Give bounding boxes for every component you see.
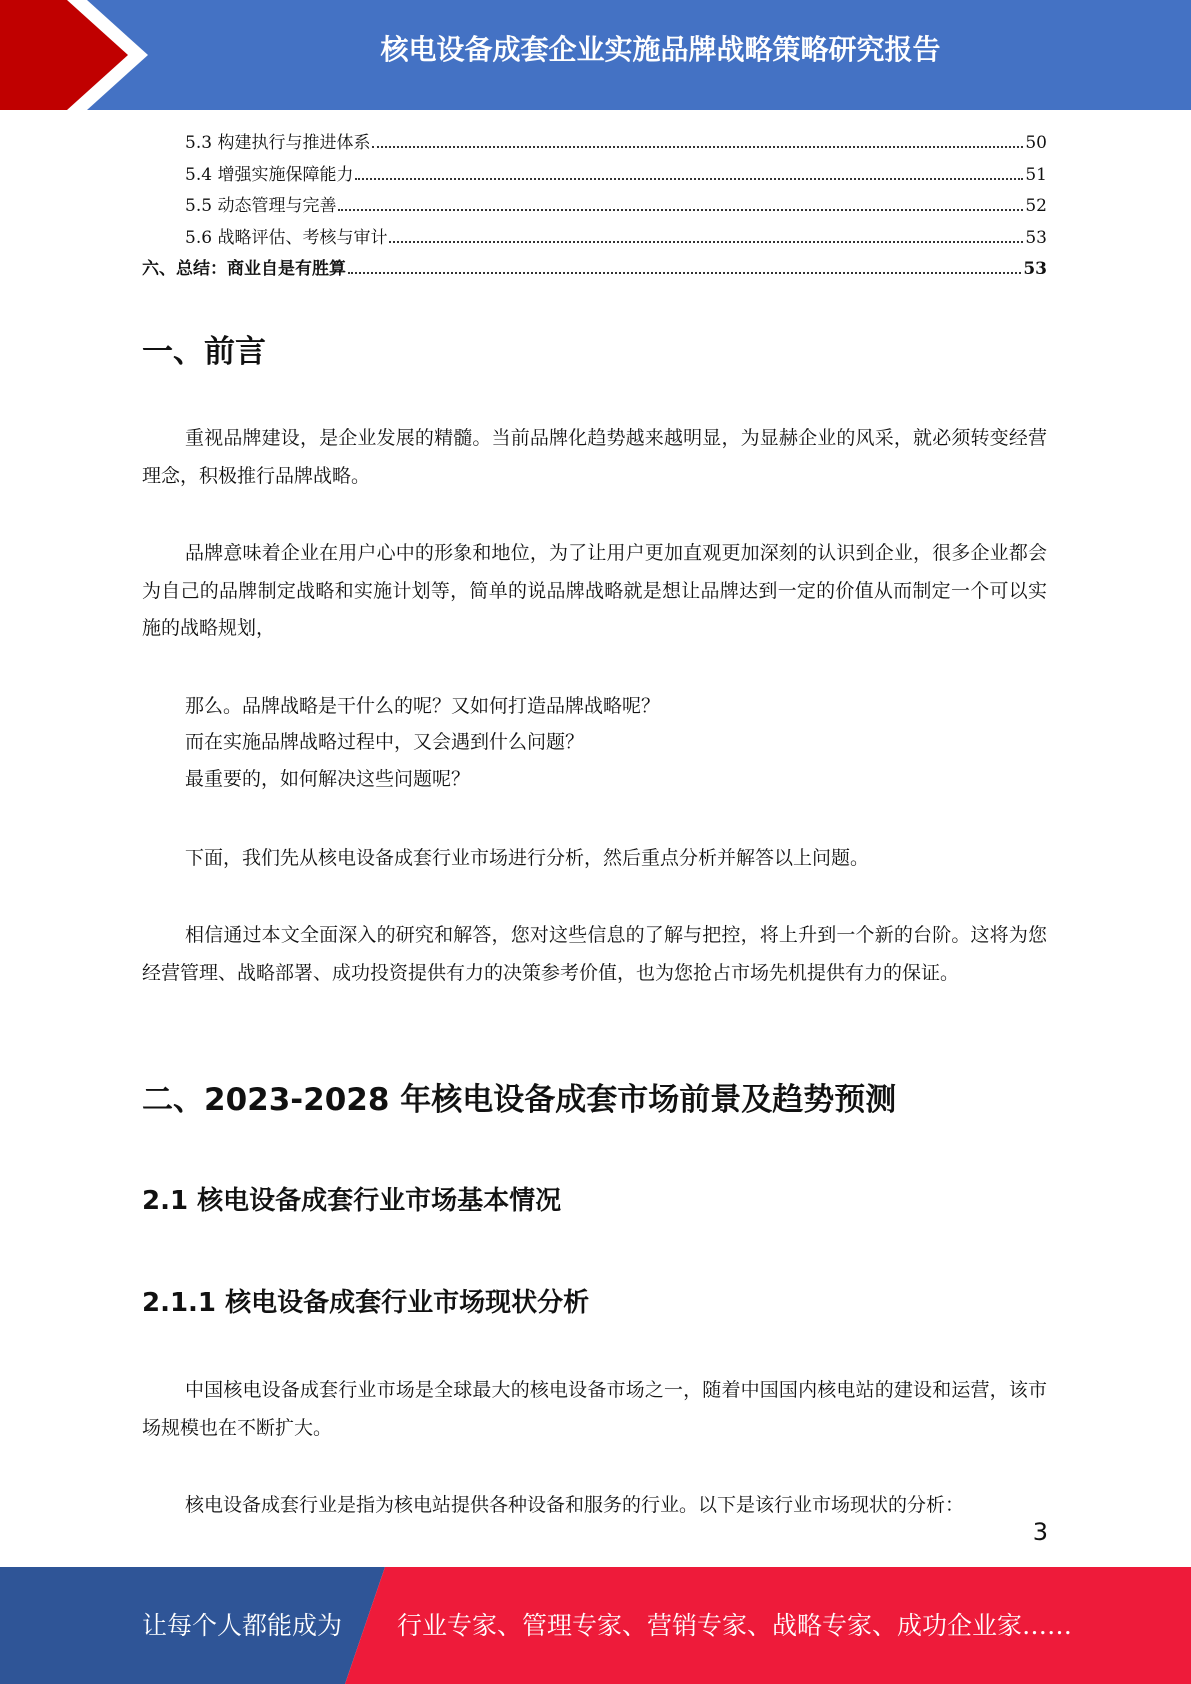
- body-paragraph: 品牌意味着企业在用户心中的形象和地位，为了让用户更加直观更加深刻的认识到企业，很多企业都会为自己的品牌制定战略和实施计划等，简单的说品牌战略就是想让品牌达到一定的价值从而制定一个可以实施的战略规划，: [142, 542, 1047, 639]
- toc-entry[interactable]: [142, 223, 1047, 255]
- toc-entry[interactable]: [142, 128, 1047, 160]
- question-line: 而在实施品牌战略过程中，又会遇到什么问题？: [185, 731, 585, 753]
- toc-entry-label: 5.6 战略评估、考核与审计: [185, 227, 388, 248]
- toc-entry-chapter[interactable]: [142, 254, 1047, 286]
- toc-entry-page: 51: [1025, 164, 1047, 185]
- toc-entry-page: 53: [1023, 259, 1047, 279]
- section-heading-preface: 一、前言: [142, 334, 266, 370]
- subsection-heading: 2.1.1 核电设备成套行业市场现状分析: [142, 1288, 590, 1318]
- toc-entry-label: 5.5 动态管理与完善: [185, 196, 337, 216]
- toc-entry-page: 52: [1025, 196, 1047, 216]
- question-line: 最重要的，如何解决这些问题呢？: [185, 768, 471, 790]
- section-heading-forecast: 二、2023-2028 年核电设备成套市场前景及趋势预测: [142, 1082, 897, 1118]
- footer-slogan-right: 行业专家、管理专家、营销专家、战略专家、成功企业家……: [397, 1611, 1073, 1640]
- page-number: 3: [1032, 1518, 1048, 1546]
- body-paragraph: 重视品牌建设，是企业发展的精髓。当前品牌化趋势越来越明显，为显赫企业的风采，就必须转变经营理念，积极推行品牌战略。: [142, 427, 1047, 487]
- page-header: [0, 0, 1191, 110]
- page-footer: [0, 1567, 1191, 1684]
- toc-leader-dots: [355, 178, 1023, 180]
- toc-leader-dots: [338, 209, 1023, 211]
- chevron-red: [0, 0, 128, 110]
- toc-leader-dots: [372, 146, 1023, 148]
- question-line: 那么。品牌战略是干什么的呢？又如何打造品牌战略呢？: [185, 695, 661, 717]
- body-paragraph: 中国核电设备成套行业市场是全球最大的核电设备市场之一，随着中国国内核电站的建设和运营，该市场规模也在不断扩大。: [142, 1379, 1047, 1439]
- toc-leader-dots: [389, 241, 1023, 243]
- toc-entry-label: 六、总结：商业自是有胜算: [142, 259, 346, 279]
- toc-entry[interactable]: [142, 160, 1047, 192]
- toc-entry[interactable]: [142, 191, 1047, 223]
- subsection-heading: 2.1 核电设备成套行业市场基本情况: [142, 1186, 562, 1216]
- body-paragraph: 下面，我们先从核电设备成套行业市场进行分析，然后重点分析并解答以上问题。: [185, 847, 870, 869]
- body-paragraph: 相信通过本文全面深入的研究和解答，您对这些信息的了解与把控，将上升到一个新的台阶。这将为您经营管理、战略部署、成功投资提供有力的决策参考价值，也为您抢占市场先机提供有力的保证。: [142, 924, 1047, 984]
- table-of-contents: [142, 128, 1047, 286]
- header-title: 核电设备成套企业实施品牌战略策略研究报告: [380, 33, 941, 66]
- toc-entry-page: 53: [1025, 227, 1047, 248]
- footer-slogan-left: 让每个人都能成为: [142, 1611, 343, 1640]
- toc-leader-dots: [348, 272, 1021, 274]
- toc-entry-page: 50: [1025, 133, 1047, 153]
- toc-entry-label: 5.4 增强实施保障能力: [185, 164, 354, 185]
- toc-entry-label: 5.3 构建执行与推进体系: [185, 133, 371, 153]
- body-paragraph: 核电设备成套行业是指为核电站提供各种设备和服务的行业。以下是该行业市场现状的分析：: [185, 1494, 965, 1516]
